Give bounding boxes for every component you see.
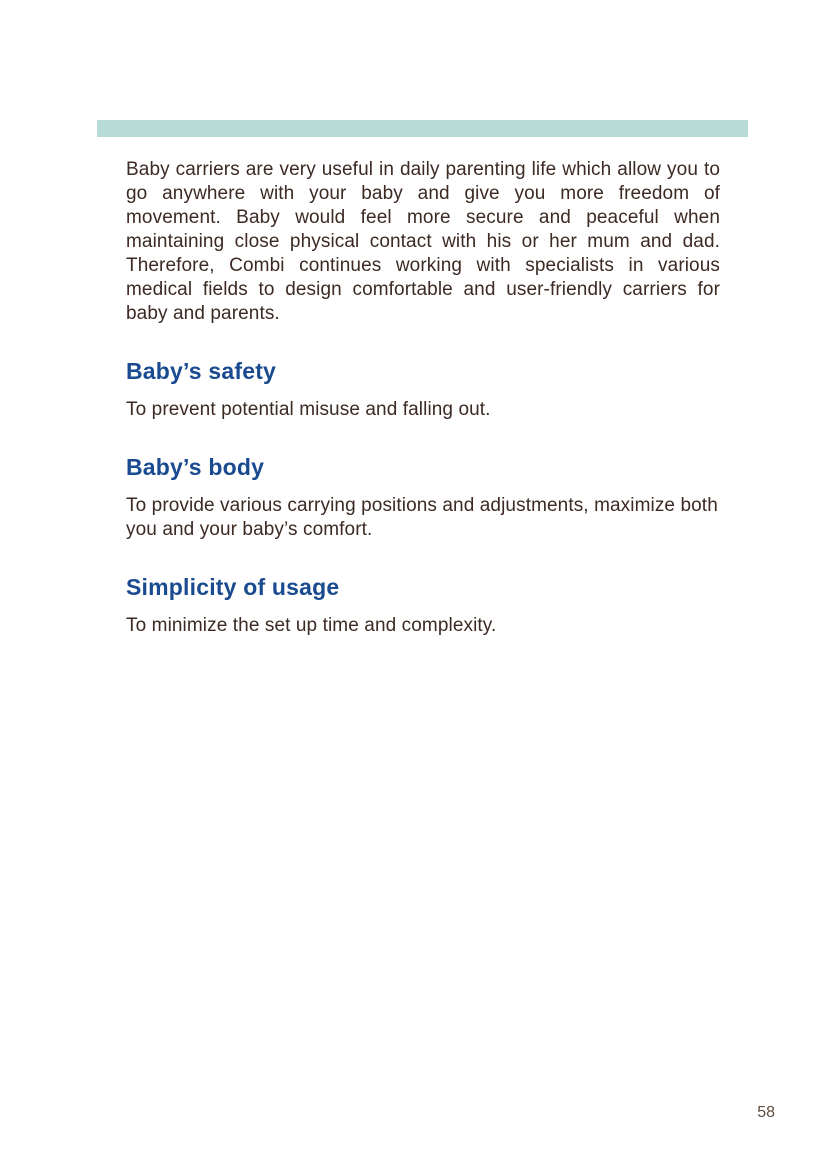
section-body-simplicity-of-usage: To minimize the set up time and complexity. [126,615,497,636]
teal-accent-bar [97,120,748,137]
intro-paragraph: Baby carriers are very useful in daily parenting life which allow you to go anywhere with your baby and give you more freedom of movement. Baby would feel more secure and peaceful when maintaining close physical contact with his or her mum and dad. Therefore, Combi continues working with specialists in various medical fields to design comfortable and user-friendly carriers for baby and parents. [126,159,720,324]
section-simplicity-of-usage [126,574,720,638]
section-babys-safety [126,358,720,422]
section-heading-babys-body: Baby’s body [126,454,265,480]
section-heading-simplicity-of-usage: Simplicity of usage [126,574,340,600]
page-number: 58 [757,1104,775,1121]
section-heading-babys-safety: Baby’s safety [126,358,277,384]
section-babys-body [126,454,720,542]
section-body-babys-safety: To prevent potential misuse and falling out. [126,399,491,420]
section-body-babys-body: To provide various carrying positions and adjustments, maximize both you and your baby’s comfort. [126,495,718,540]
page-content [126,158,720,638]
